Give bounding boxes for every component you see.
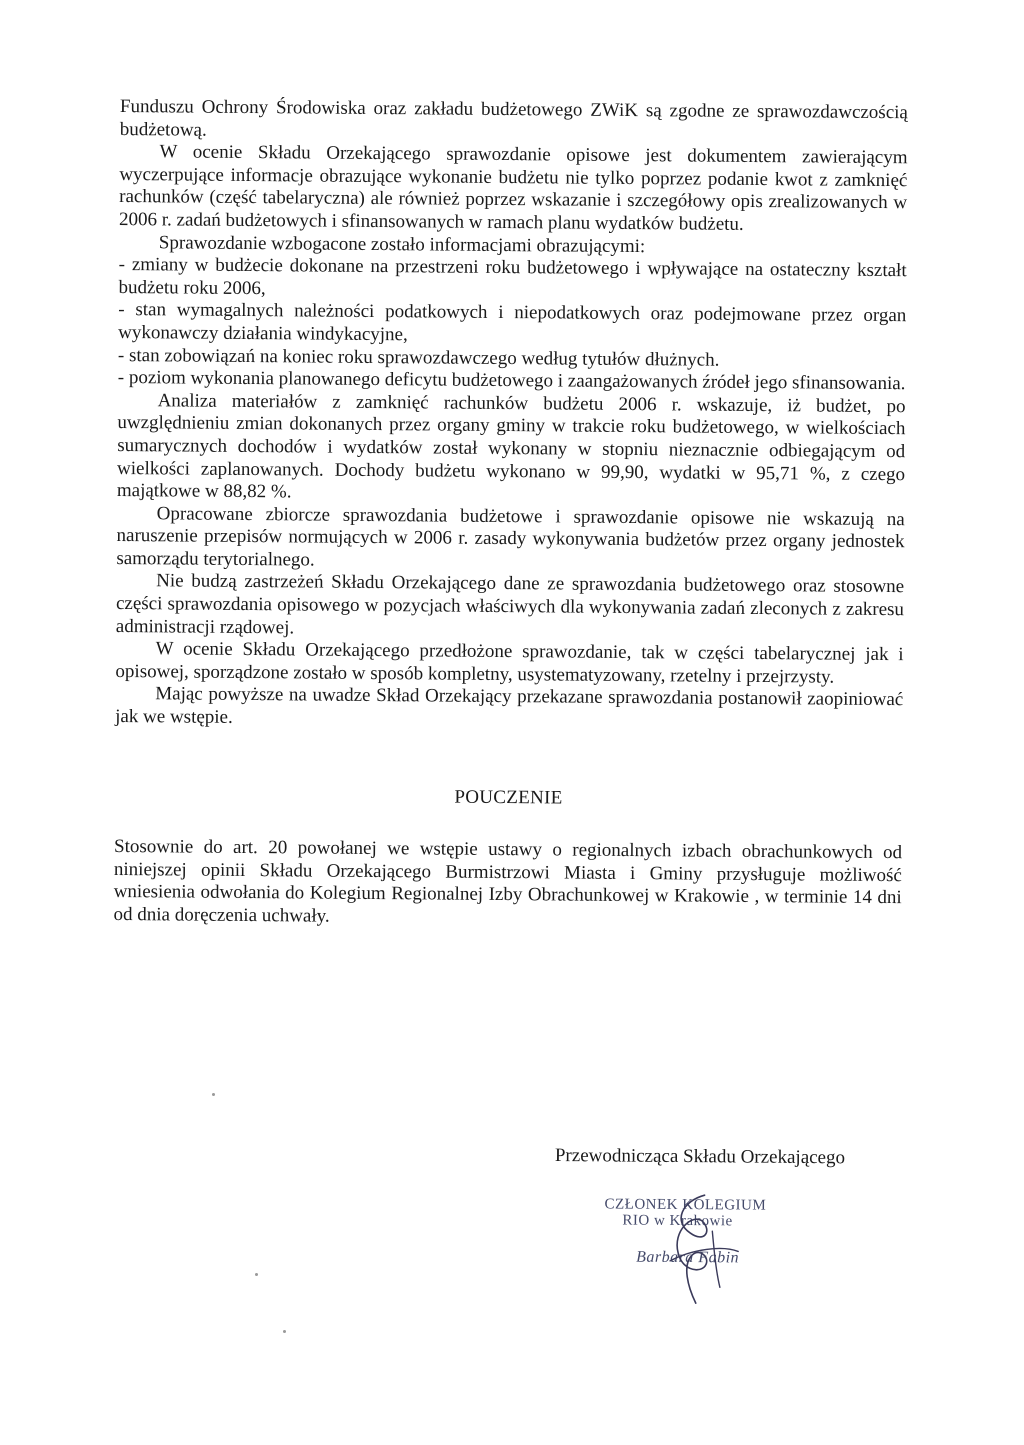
paragraph-reports: Opracowane zbiorcze sprawozdania budżetowe i sprawozdanie opisowe nie wskazują na naruszenie przepisów normujących w 2006 r. zasady wykonywania budżetów przez organy jednostek samorządu terytorialnego. (116, 502, 905, 571)
signature-block (554, 1144, 915, 1267)
paper-speck (255, 1273, 258, 1276)
paper-speck (212, 1093, 215, 1096)
stamp-line: RIO w Krakowie (622, 1212, 733, 1230)
stamp-name: Barbara Fabin (636, 1248, 740, 1267)
info-list (118, 254, 907, 396)
official-stamp (604, 1196, 825, 1298)
list-item: - poziom wykonania planowanego deficytu budżetowego i zaangażowanych źródeł jego sfinansowania. (117, 367, 906, 395)
paragraph-analysis: Analiza materiałów z zamknięć rachunków budżetu 2006 r. wskazuje, iż budżet, po uwzględnieniu zmian dokonanych przez organy gminy w trakcie roku budżetowego, w wielkościach sumarycznych dochodów i wydatków został wykonany w stopniu nieznacznie odbiegającym od wielkości zaplanowanych. Dochody budżetu wykonano w 99,90, wydatki w 95,71 %, z czego majątkowe w 88,82 %. (116, 390, 906, 503)
paper-speck (283, 1330, 286, 1333)
document-body (113, 96, 907, 933)
list-item: - stan zobowiązań na koniec roku sprawozdawczego według tytułów dłużnych. (117, 344, 720, 371)
paragraph-assessment: W ocenie Składu Orzekającego przedłożone sprawozdanie, tak w części tabelarycznej jak i opisowej, sporządzone zostało w sposób kompletny, usystematyzowany, rzetelny i przejrzysty. (115, 638, 904, 688)
paragraph-instruction: Stosownie do art. 20 powołanej we wstępie ustawy o regionalnych izbach obrachunkowych od niniejszej opinii Składu Orzekającego Burmistrzowi Miasta i Gminy przysługuje możliwość wniesienia odwołania do Kolegium Regionalnej Izby Obrachunkowej w Krakowie , w terminie 14 dni od dnia doręczenia uchwały. (113, 836, 903, 927)
handwritten-signature-icon (642, 1191, 763, 1312)
list-item: - zmiany w budżecie dokonane na przestrzeni roku budżetowego i wpływające na ostateczny kształt budżetu roku 2006, (118, 254, 907, 299)
list-item: - stan wymagalnych należności podatkowych i niepodatkowych oraz podejmowane przez organ wykonawczy działania windykacyjne, (118, 299, 907, 346)
signatory-title: Przewodnicząca Składu Orzekającego (554, 1145, 846, 1169)
paragraph-no-objections: Nie budzą zastrzeżeń Składu Orzekającego dane ze sprawozdania budżetowego oraz stosowne części sprawozdania opisowego w pozycjach właściwych dla wykonywania zadań zleconych z zakresu administracji rządowej. (115, 570, 905, 639)
paragraph-enriched-info: Sprawozdanie wzbogacone zostało informacjami obrazującymi: (158, 231, 646, 257)
paragraph-conclusion: Mając powyższe na uwadze Skład Orzekający przekazane sprawozdania postanowił zaopiniować jak we wstępie. (115, 683, 904, 728)
paragraph-descriptive-report: W ocenie Składu Orzekającego sprawozdanie opisowe jest dokumentem zawierającym wyczerpujące informacje obrazujące wykonanie budżetu nie tylko poprzez podanie kwot z zamknięć rachunków (część tabelaryczna) ale również poprzez wskazanie i szczegółowy opis zrealizowanych w 2006 r. zadań budżetowych i sfinansowanych w ramach planu wydatków budżetu. (118, 141, 908, 235)
stamp-line: CZŁONEK KOLEGIUM (604, 1196, 767, 1214)
paragraph-continuation: Funduszu Ochrony Środowiska oraz zakładu budżetowego ZWiK są zgodne ze sprawozdawczością budżetową. (119, 96, 908, 141)
section-heading: POUCZENIE (454, 786, 563, 809)
